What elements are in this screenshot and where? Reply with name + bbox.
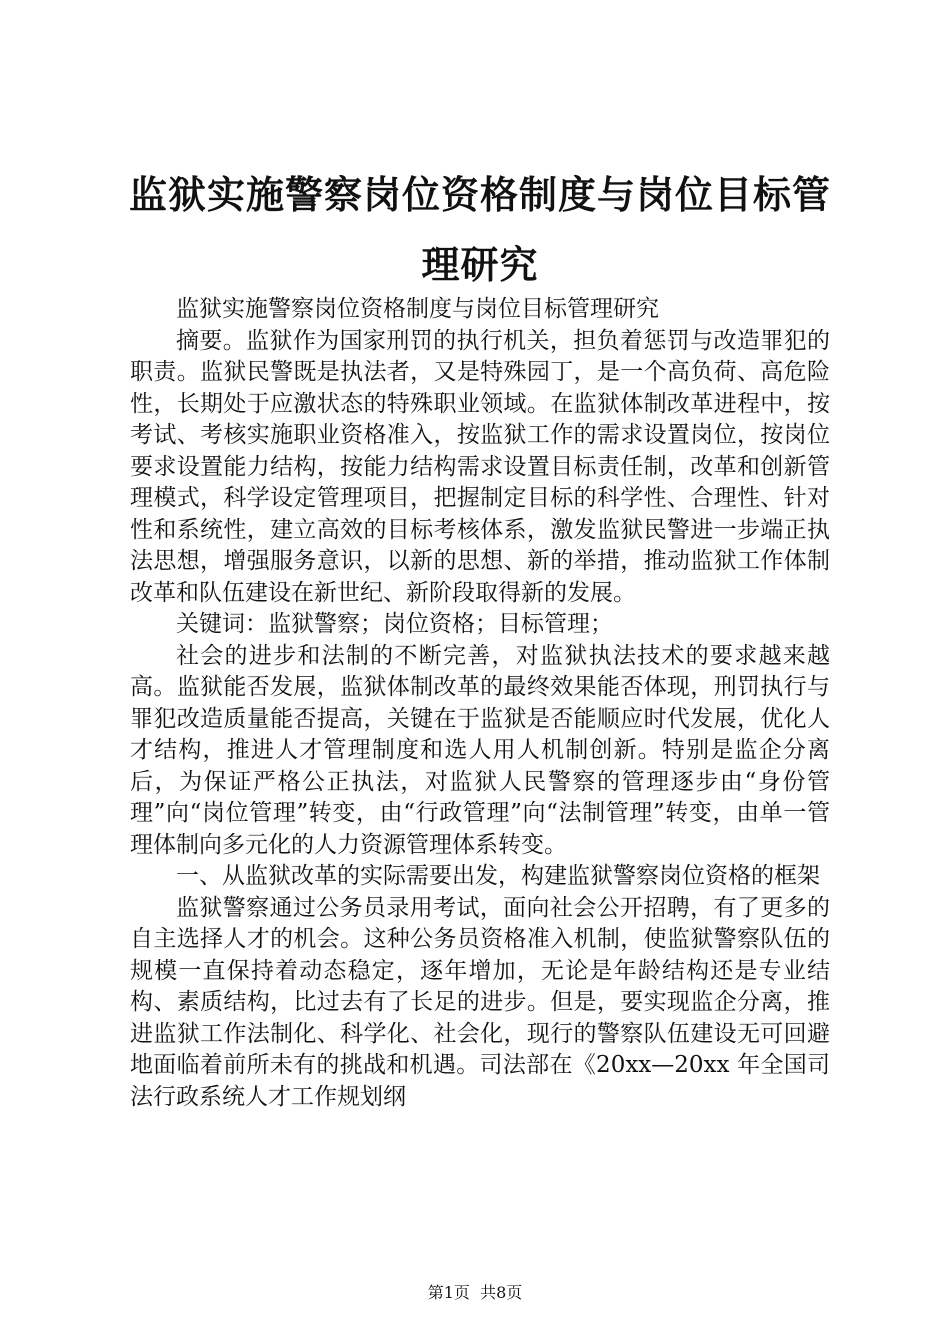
abstract-paragraph: 摘要。监狱作为国家刑罚的执行机关，担负着惩罚与改造罪犯的职责。监狱民警既是执法者，又是特殊园丁，是一个高负荷、高危险性，长期处于应激状态的特殊职业领域。在监狱体制改革进程中，按考试、考核实施职业资格准入，按监狱工作的需求设置岗位，按岗位要求设置能力结构，按能力结构需求设置目标责任制，改革和创新管理模式，科学设定管理项目，把握制定目标的科学性、合理性、针对性和系统性，建立高效的目标考核体系，激发监狱民警进一步端正执法思想，增强服务意识，以新的思想、新的举措，推动监狱工作体制改革和队伍建设在新世纪、新阶段取得新的发展。 xyxy=(130,327,830,606)
document-body xyxy=(130,294,830,1113)
page-number: 第1页 xyxy=(427,1283,470,1302)
subtitle-paragraph: 监狱实施警察岗位资格制度与岗位目标管理研究 xyxy=(176,296,659,322)
page-total: 共8页 xyxy=(480,1283,523,1302)
section-paragraph: 监狱警察通过公务员录用考试，面向社会公开招聘，有了更多的自主选择人才的机会。这种公务员资格准入机制，使监狱警察队伍的规模一直保持着动态稳定，逐年增加，无论是年龄结构还是专业结构、素质结构，比过去有了长足的进步。但是，要实现监企分离，推进监狱工作法制化、科学化、社会化，现行的警察队伍建设无可回避地面临着前所未有的挑战和机遇。司法部在《20xx—20xx 年全国司法行政系统人才工作规划纲 xyxy=(130,894,830,1110)
section-heading: 一、从监狱改革的实际需要出发，构建监狱警察岗位资格的框架 xyxy=(176,863,820,889)
keywords-paragraph: 关键词：监狱警察；岗位资格；目标管理； xyxy=(176,611,613,637)
document-title: 监狱实施警察岗位资格制度与岗位目标管理研究 xyxy=(128,173,831,287)
page-footer xyxy=(0,1283,950,1303)
intro-paragraph: 社会的进步和法制的不断完善，对监狱执法技术的要求越来越高。监狱能否发展，监狱体制改革的最终效果能否体现，刑罚执行与罪犯改造质量能否提高，关键在于监狱是否能顺应时代发展，优化人才结构，推进人才管理制度和选人用人机制创新。特别是监企分离后，为保证严格公正执法，对监狱人民警察的管理逐步由“身份管理”向“岗位管理”转变，由“行政管理”向“法制管理”转变，由单一管理体制向多元化的人力资源管理体系转变。 xyxy=(130,642,830,858)
